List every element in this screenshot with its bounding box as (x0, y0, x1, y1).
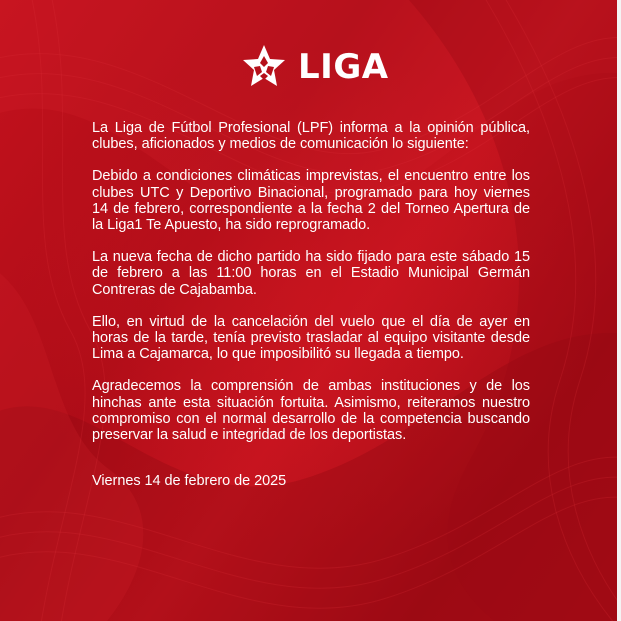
statement-date: Viernes 14 de febrero de 2025 (92, 473, 287, 490)
logo-text: LIGA (298, 47, 389, 87)
lpf-star-emblem-icon (240, 43, 288, 91)
statement-paragraph: La Liga de Fútbol Profesional (LPF) informa a la opinión pública, clubes, aficionados y medios de comunicación lo siguiente: (92, 120, 530, 153)
statement-paragraph: Ello, en virtud de la cancelación del vuelo que el día de ayer en horas de la tarde, tenía previsto trasladar al equipo visitante desde Lima a Cajamarca, lo que imposibilitó su llegada a tiempo. (92, 313, 530, 363)
right-edge-strip (617, 0, 621, 621)
statement-paragraph: La nueva fecha de dicho partido ha sido fijado para este sábado 15 de febrero a las 11:00 horas en el Estadio Municipal Germán Contreras de Cajabamba. (92, 249, 530, 298)
statement-body (92, 120, 530, 505)
statement-paragraph: Agradecemos la comprensión de ambas instituciones y de los hinchas ante esta situación fortuita. Asimismo, reiteramos nuestro compromiso con el normal desarrollo de la competencia buscando preservar la salud e integridad de los deportistas. (92, 378, 530, 444)
liga-logo (240, 42, 389, 92)
statement-paragraph: Debido a condiciones climáticas imprevistas, el encuentro entre los clubes UTC y Deportivo Binacional, programado para hoy viernes 14 de febrero, correspondiente a la fecha 2 del Torneo Apertura de la Liga1 Te Apuesto, ha sido reprogramado. (92, 168, 530, 234)
